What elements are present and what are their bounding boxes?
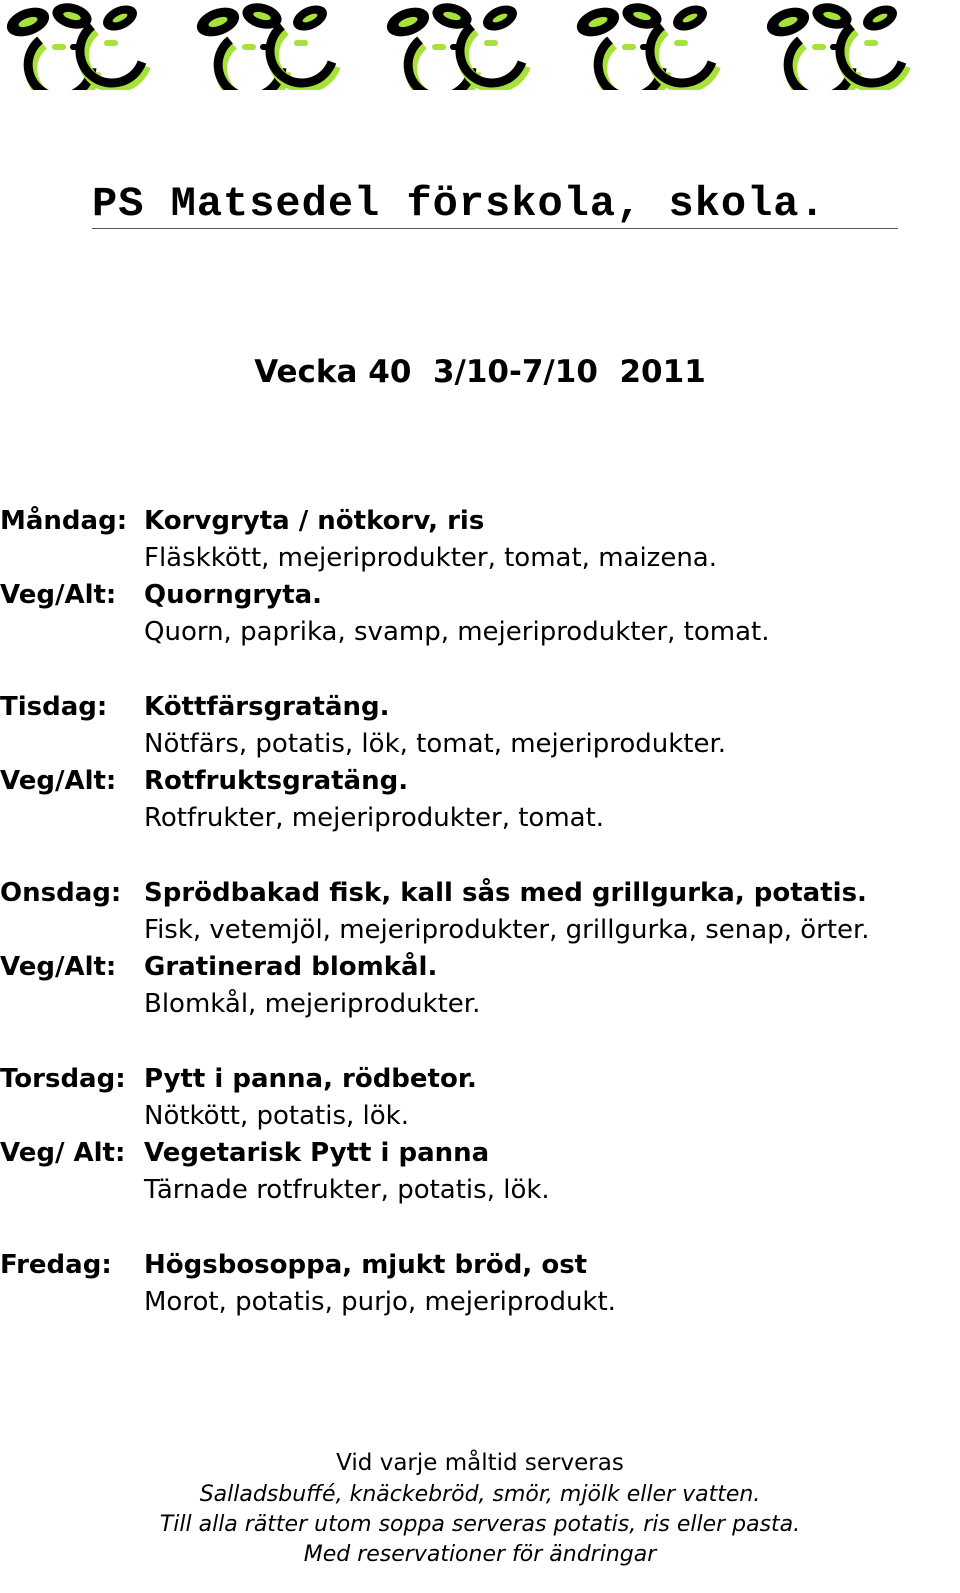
tuesday-main-dish: Köttfärsgratäng. [144,692,390,722]
day-label-wednesday: Onsdag: [0,878,122,908]
page-title: PS Matsedel förskola, skola. [92,180,826,228]
day-label-monday: Måndag: [0,506,128,536]
wednesday-alt-dish: Gratinerad blomkål. [144,952,438,982]
day-label-friday: Fredag: [0,1250,112,1280]
alt-label-wednesday: Veg/Alt: [0,952,117,982]
footer-line-sides: Salladsbuffé, knäckebröd, smör, mjölk eller vatten. [199,1482,761,1507]
decorative-leaf-border [0,0,960,90]
alt-label-tuesday: Veg/Alt: [0,766,117,796]
friday-main-ingredients: Morot, potatis, purjo, mejeriprodukt. [144,1287,616,1317]
wednesday-alt-ingredients: Blomkål, mejeriprodukter. [144,989,481,1019]
title-underline [92,228,898,229]
tuesday-alt-ingredients: Rotfrukter, mejeriprodukter, tomat. [144,803,605,833]
footer-line-reservations: Med reservationer för ändringar [303,1542,657,1567]
footer-line-served: Vid varje måltid serveras [336,1450,624,1476]
wednesday-main-dish: Sprödbakad fisk, kall sås med grillgurka, potatis. [144,878,867,908]
friday-main-dish: Högsbosoppa, mjukt bröd, ost [144,1250,588,1280]
footer-line-starch: Till alla rätter utom soppa serveras potatis, ris eller pasta. [159,1512,801,1537]
thursday-main-dish: Pytt i panna, rödbetor. [144,1064,477,1094]
thursday-alt-ingredients: Tärnade rotfrukter, potatis, lök. [144,1175,550,1205]
alt-label-monday: Veg/Alt: [0,580,117,610]
tuesday-main-ingredients: Nötfärs, potatis, lök, tomat, mejeriprodukter. [144,729,727,759]
thursday-alt-dish: Vegetarisk Pytt i panna [144,1138,490,1168]
monday-main-ingredients: Fläskkött, mejeriprodukter, tomat, maizena. [144,543,717,573]
alt-label-thursday: Veg/ Alt: [0,1138,126,1168]
tuesday-alt-dish: Rotfruktsgratäng. [144,766,409,796]
thursday-main-ingredients: Nötkött, potatis, lök. [144,1101,409,1131]
wednesday-main-ingredients: Fisk, vetemjöl, mejeriprodukter, grillgurka, senap, örter. [144,915,870,945]
monday-alt-dish: Quorngryta. [144,580,323,610]
day-label-thursday: Torsdag: [0,1064,126,1094]
day-label-tuesday: Tisdag: [0,692,108,722]
monday-main-dish: Korvgryta / nötkorv, ris [144,506,485,536]
week-heading: Vecka 40 3/10-7/10 2011 [254,354,706,390]
monday-alt-ingredients: Quorn, paprika, svamp, mejeriprodukter, tomat. [144,617,770,647]
